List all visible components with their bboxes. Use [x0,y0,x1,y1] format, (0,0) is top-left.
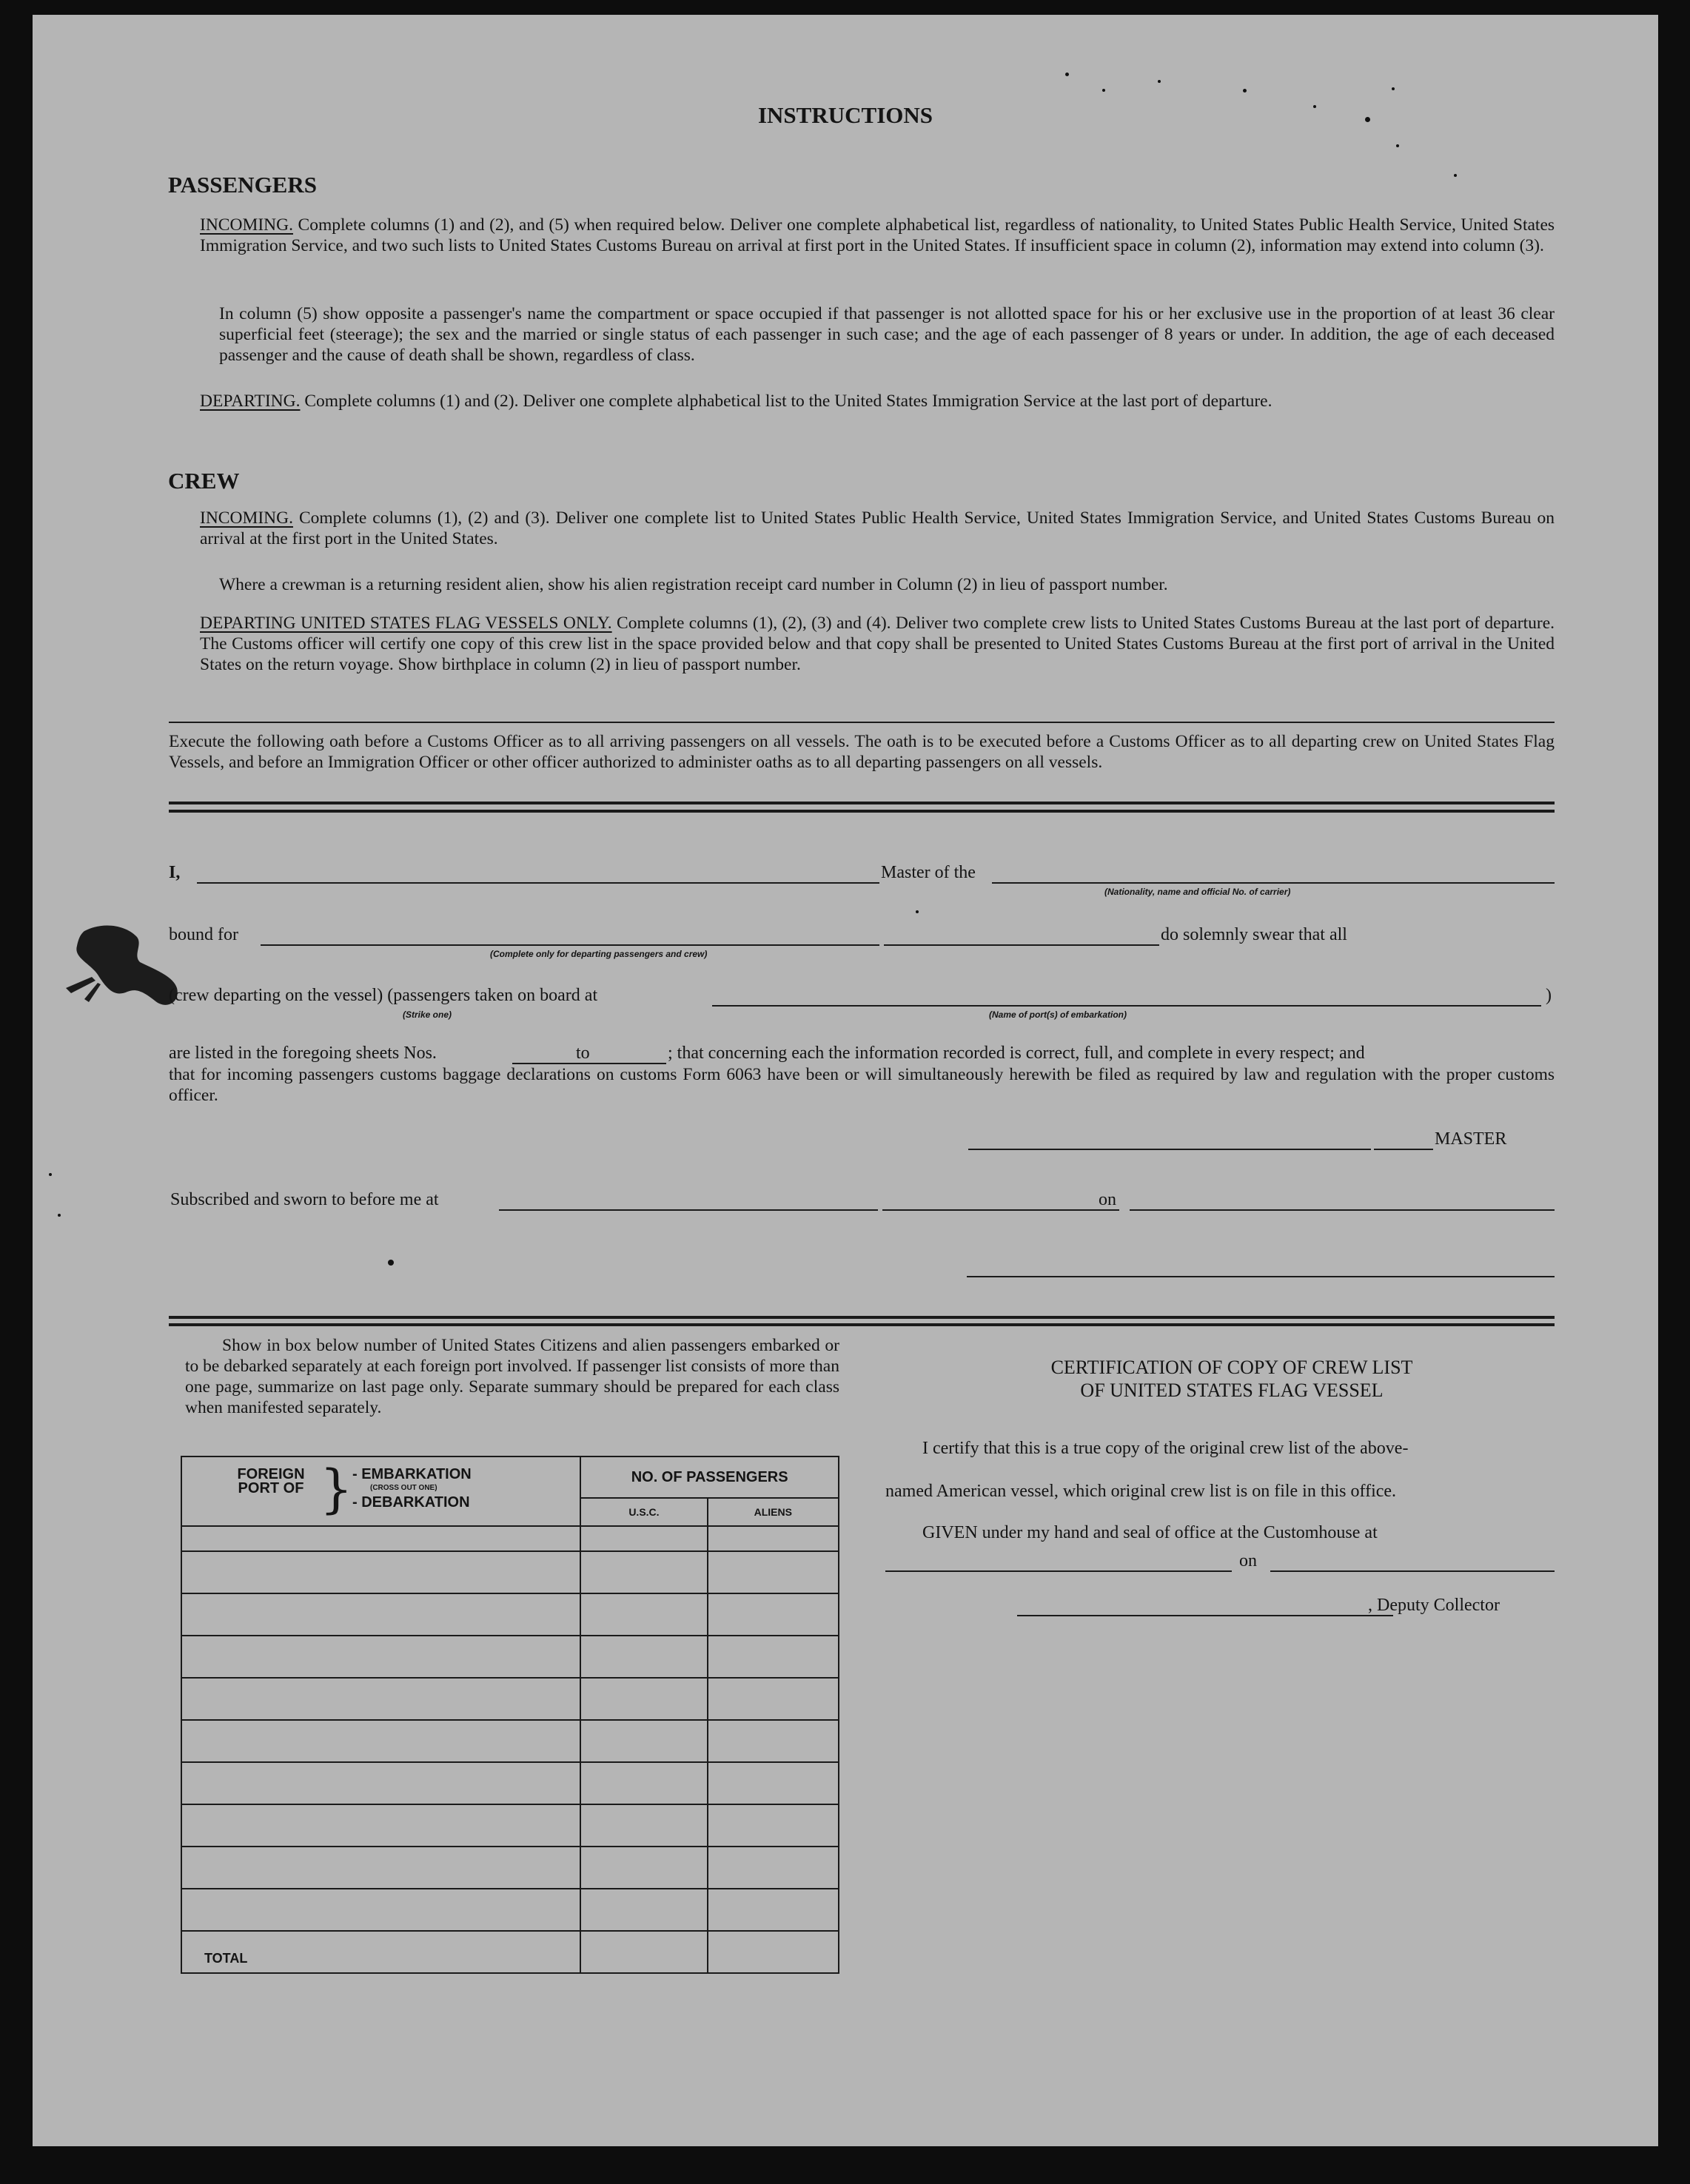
table-row [181,1551,839,1593]
bound-for-field-2[interactable] [884,944,1159,946]
aliens-cell[interactable] [708,1678,839,1720]
certify-date-field[interactable] [1270,1570,1555,1572]
embarkation-port-field[interactable] [712,1005,1541,1007]
port-cell[interactable] [181,1762,580,1804]
sworn-place-field[interactable] [499,1209,878,1211]
port-hint: (Name of port(s) of embarkation) [989,1009,1127,1020]
aliens-total-cell[interactable] [708,1931,839,1973]
crew-departing-option[interactable]: (crew departing on the vessel) [169,986,383,1005]
table-row [181,1720,839,1762]
usc-cell[interactable] [580,1804,707,1847]
passengers-taken-option[interactable]: (passengers taken on board at [387,986,598,1005]
departing-hint: (Complete only for departing passengers and crew) [490,949,708,959]
bracket-icon: } [320,1459,353,1519]
embarkation-label[interactable]: - EMBARKATION [352,1466,472,1482]
aliens-cell[interactable] [708,1636,839,1678]
scan-speck [388,1260,394,1266]
crew-or-passengers-line [169,986,597,1006]
certify-line2: named American vessel, which original crew list is on file in this office. [885,1482,1397,1501]
usc-total-cell[interactable] [580,1931,707,1973]
certification-title [906,1356,1557,1402]
passengers-departing-text: Complete columns (1) and (2). Deliver one complete alphabetical list to the United States Immigration Service at the last port of departure. [304,392,1272,411]
summary-instructions: Show in box below number of United States Citizens and alien passengers embarked or to be debarked separately at each foreign port involved. If passenger list consists of more than one page, summarize on last page only. Separate summary should be prepared for each class when manifested separately. [185,1336,839,1417]
usc-cell[interactable] [580,1762,707,1804]
aliens-cell[interactable] [708,1847,839,1889]
usc-cell[interactable] [580,1720,707,1762]
double-rule-bottom [169,810,1555,813]
sheets-to: to [576,1044,590,1063]
lower-rule-bottom [169,1323,1555,1326]
port-cell[interactable] [181,1847,580,1889]
close-paren: ) [1546,986,1552,1005]
sworn-date-field[interactable] [1130,1209,1555,1211]
usc-cell[interactable] [580,1551,707,1593]
lower-rule-top [169,1316,1555,1319]
aliens-cell[interactable] [708,1762,839,1804]
section-divider [169,722,1555,723]
certification-title-line1: CERTIFICATION OF COPY OF CREW LIST [1050,1357,1413,1378]
usc-cell[interactable] [580,1526,707,1551]
port-cell[interactable] [181,1551,580,1593]
table-row [181,1526,839,1551]
port-cell[interactable] [181,1593,580,1636]
aliens-cell[interactable] [708,1526,839,1551]
passengers-incoming-paragraph [200,215,1555,256]
customhouse-field[interactable] [885,1570,1232,1572]
total-label: TOTAL [181,1931,580,1973]
table-row [181,1889,839,1931]
total-row [181,1931,839,1973]
crew-departing-text: Complete columns (1), (2), (3) and (4). Deliver two complete crew lists to United States Customs Bureau at the last port of departure. The Customs officer will certify one copy of this crew list in the space provided below and that copy shall be presented to United States Customs Bureau at the first port of arrival in the United States on the return voyage. Show birthplace in column (2) in lieu of passport number. [200,614,1555,674]
port-header [181,1456,580,1526]
table-row [181,1804,839,1847]
crew-incoming-lead: INCOMING. [200,508,293,528]
table-row [181,1847,839,1889]
scan-speck [1396,144,1399,147]
scan-speck [1158,80,1161,83]
double-rule-top [169,802,1555,804]
master-signature-field-2[interactable] [1374,1149,1433,1150]
crew-heading: CREW [168,468,240,494]
aliens-cell[interactable] [708,1551,839,1593]
crew-incoming-text: Complete columns (1), (2) and (3). Deliver one complete list to United States Public Health Service, United States Immigration Service, and United States Customs Bureau on arrival at the first port in the United States. [200,508,1555,548]
master-label: MASTER [1435,1129,1507,1149]
carrier-hint: (Nationality, name and official No. of carrier) [1104,887,1291,897]
table-row [181,1636,839,1678]
scan-speck [1102,89,1105,92]
foreign-port-label: FOREIGN PORT OF [237,1466,305,1496]
port-cell[interactable] [181,1720,580,1762]
scan-speck [1243,89,1247,93]
usc-cell[interactable] [580,1889,707,1931]
crew-resident-paragraph: Where a crewman is a returning resident alien, show his alien registration receipt card number in Column (2) in lieu of passport number. [219,575,1168,594]
given-line: GIVEN under my hand and seal of office at the Customhouse at [922,1523,1378,1542]
table-row [181,1762,839,1804]
table-row [181,1593,839,1636]
scan-speck [58,1214,61,1217]
sworn-on-label: on [1099,1190,1116,1209]
passengers-departing-lead: DEPARTING. [200,392,301,411]
oath-i-label: I, [169,863,181,882]
officer-signature-field[interactable] [967,1276,1555,1277]
scan-speck [1454,174,1457,177]
sheets-prefix: are listed in the foregoing sheets Nos. [169,1044,437,1063]
passengers-column5-paragraph: In column (5) show opposite a passenger's name the compartment or space occupied if that passenger is not allotted space for his or her exclusive use in the proportion of at least 36 clear superficial feet (steerage); the sex and the married or single status of each passenger in such case; and the age of each passenger of 8 years or under. In addition, the age of each deceased passenger and the cause of death shall be shown, regardless of class. [219,304,1555,365]
usc-cell[interactable] [580,1678,707,1720]
master-signature-field[interactable] [968,1149,1371,1150]
aliens-cell[interactable] [708,1889,839,1931]
passengers-departing-paragraph [200,391,1555,411]
scan-speck [916,910,919,913]
usc-header: U.S.C. [580,1498,707,1526]
aliens-cell[interactable] [708,1720,839,1762]
scan-speck [1065,73,1069,76]
carrier-field[interactable] [992,882,1555,884]
swear-label: do solemnly swear that all [1161,925,1347,944]
no-passengers-header: NO. OF PASSENGERS [580,1456,839,1498]
aliens-cell[interactable] [708,1804,839,1847]
deputy-collector-label: , Deputy Collector [1368,1596,1500,1615]
aliens-header: ALIENS [708,1498,839,1526]
sheets-suffix: ; that concerning each the information recorded is correct, full, and complete in every respect; and [668,1044,1365,1063]
passengers-heading: PASSENGERS [168,172,317,198]
oath-instruction: Execute the following oath before a Customs Officer as to all arriving passengers on all vessels. The oath is to be executed before a Customs Officer as to all departing crew on United States Flag Vessels, and before an Immigration Officer or other officer authorized to administer oaths as to all departing passengers on all vessels. [169,732,1555,772]
master-of-label: Master of the [881,863,976,882]
table-row [181,1678,839,1720]
certify-on-label: on [1239,1551,1257,1570]
bound-for-field[interactable] [261,944,879,946]
aliens-cell[interactable] [708,1593,839,1636]
deputy-signature-field[interactable] [1017,1615,1393,1616]
master-name-field[interactable] [197,882,879,884]
cross-out-label: (CROSS OUT ONE) [370,1484,437,1492]
scan-speck [1392,87,1395,90]
port-cell[interactable] [181,1889,580,1931]
page-title: INSTRUCTIONS [757,102,933,128]
certification-title-line2: OF UNITED STATES FLAG VESSEL [1080,1380,1384,1401]
crew-departing-paragraph [200,613,1555,675]
usc-cell[interactable] [580,1847,707,1889]
passengers-incoming-text: Complete columns (1) and (2), and (5) when required below. Deliver one complete alphabetical list, regardless of nationality, to United States Public Health Service, United States Immigration Service, and two such lists to United States Customs Bureau on arrival at first port in the United States. If insufficient space in column (2), information may extend into column (3). [200,215,1555,255]
scan-speck [1365,117,1370,122]
port-cell[interactable] [181,1804,580,1847]
usc-cell[interactable] [580,1636,707,1678]
bound-for-label: bound for [169,925,238,944]
port-cell[interactable] [181,1526,580,1551]
strike-one-hint: (Strike one) [403,1009,452,1020]
baggage-statement: that for incoming passengers customs baggage declarations on customs Form 6063 have been or will simultaneously herewith be filed as required by law and regulation with the proper customs officer. [169,1065,1555,1105]
form-sheet [33,15,1658,2146]
certify-line1: I certify that this is a true copy of the original crew list of the above- [922,1439,1409,1458]
port-cell[interactable] [181,1678,580,1720]
port-cell[interactable] [181,1636,580,1678]
crew-departing-lead: DEPARTING UNITED STATES FLAG VESSELS ONLY. [200,614,612,633]
debarkation-label[interactable]: - DEBARKATION [352,1494,470,1511]
passengers-incoming-lead: INCOMING. [200,215,293,235]
passenger-summary-table [181,1456,839,1974]
crew-incoming-paragraph [200,508,1555,549]
usc-cell[interactable] [580,1593,707,1636]
subscribed-label: Subscribed and sworn to before me at [170,1190,439,1209]
scan-speck [49,1173,52,1176]
sworn-place-field-2[interactable] [882,1209,1119,1211]
scan-speck [1313,105,1316,108]
